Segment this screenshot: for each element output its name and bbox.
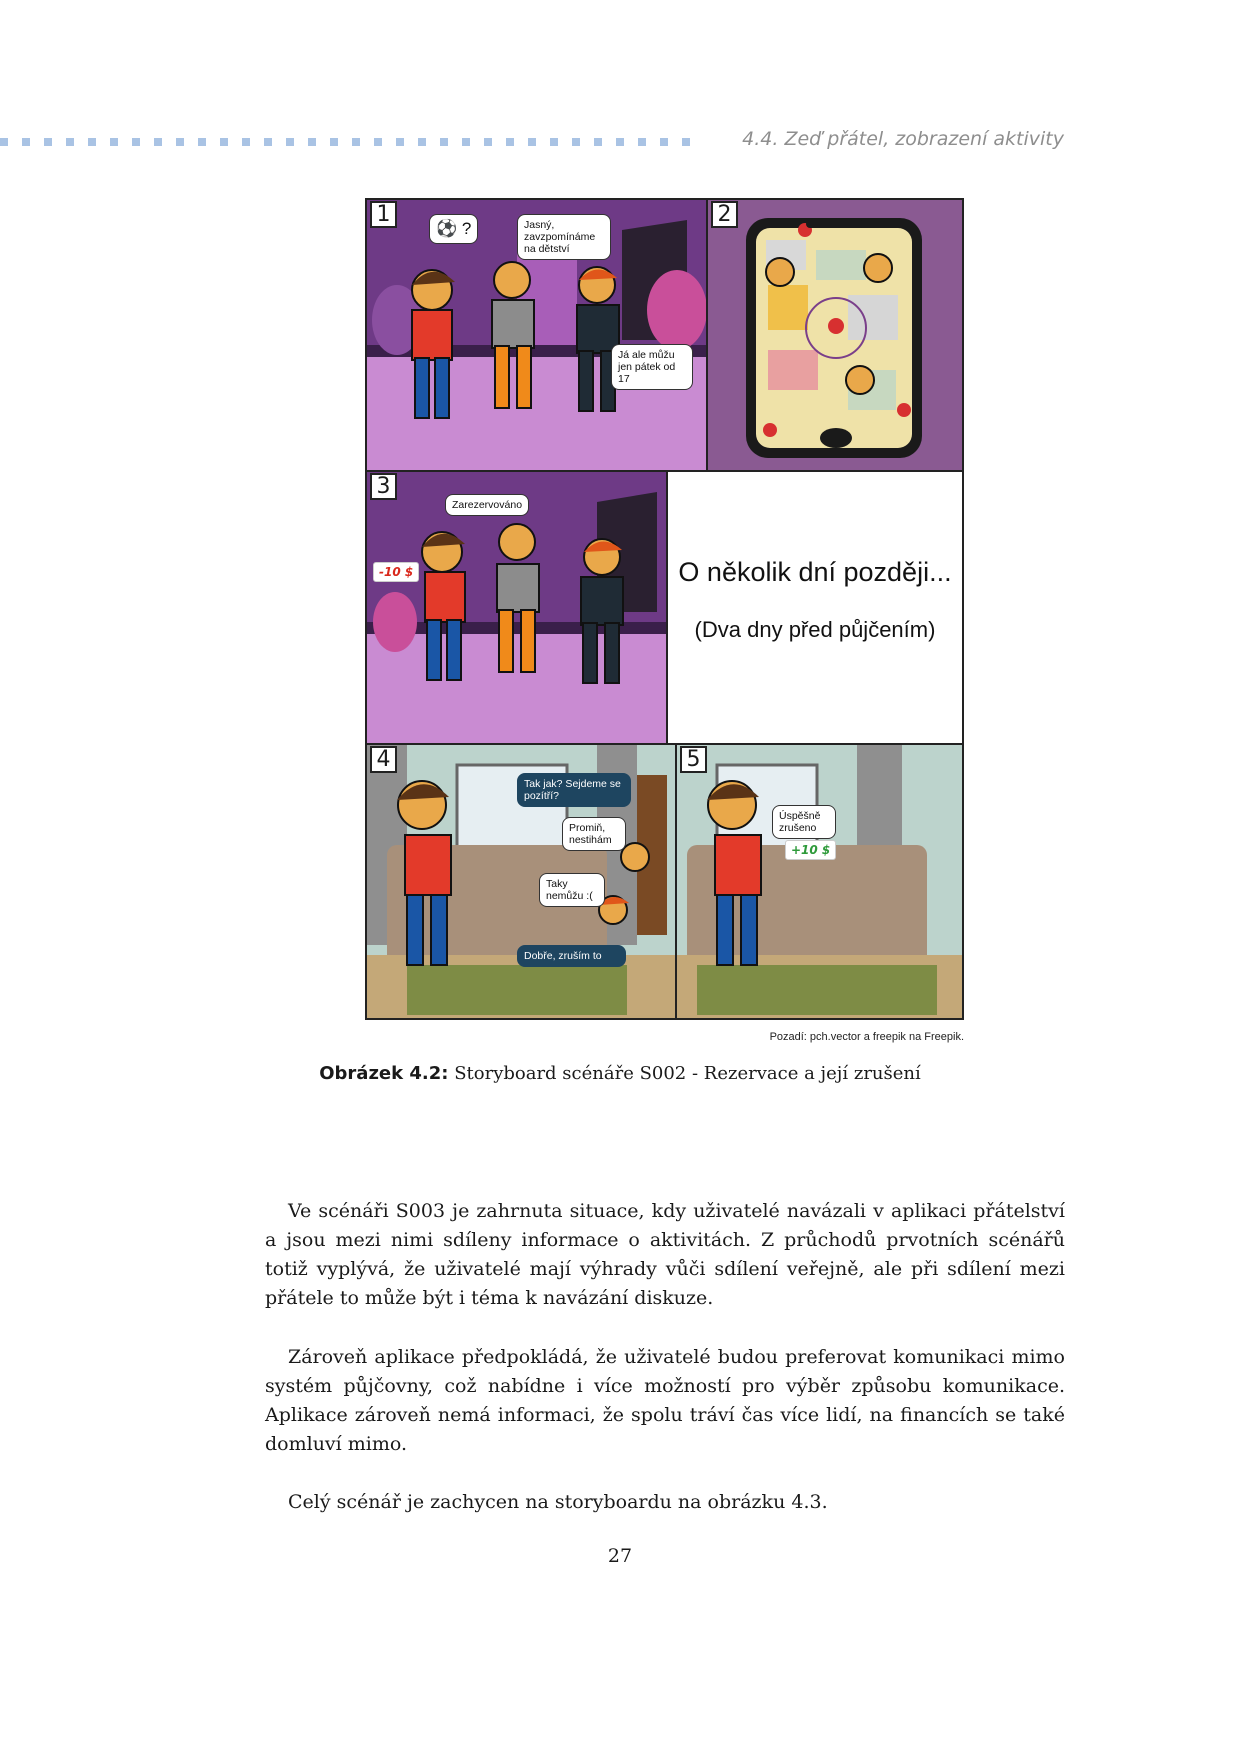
- panel-4: [365, 743, 677, 1020]
- figure-caption: [0, 1063, 1240, 1084]
- time-skip-title: O několik dní později...: [678, 557, 952, 587]
- panel-number: 1: [370, 201, 397, 228]
- payment-badge: +10 $: [785, 840, 836, 860]
- section-title: 4.4. Zeď přátel, zobrazení aktivity: [742, 128, 1064, 150]
- notification-bubble: Úspěšně zrušeno: [772, 805, 836, 839]
- body-paragraph: Zároveň aplikace předpokládá, že uživatelé budou preferovat komunikaci mimo systém půjčovny, což nabídne i více možností pro výběr způsobu komunikace. Aplikace zároveň nemá informaci, že spolu tráví čas více lidí, na financích se také domluví mimo.: [265, 1346, 1065, 1455]
- caption-label: Obrázek 4.2:: [319, 1063, 449, 1084]
- panel-number: 2: [711, 201, 738, 228]
- body-paragraph: Celý scénář je zachycen na storyboardu na obrázku 4.3.: [288, 1491, 828, 1513]
- panel-2: [706, 198, 964, 472]
- header-dot-rule: [0, 138, 690, 146]
- body-paragraph: Ve scénáři S003 je zahrnuta situace, kdy uživatelé navázali v aplikaci přátelství a jsou mezi nimi sdíleny informace o aktivitách. Z průchodů prvotních scénářů totiž vyplývá, že uživatelé mají výhrady vůči sdílení veřejně, ale při sdílení mezi přátele to může být i téma k navázání diskuze.: [265, 1200, 1065, 1309]
- page-number: 27: [607, 1545, 633, 1567]
- payment-badge: -10 $: [373, 562, 419, 582]
- panel-time-skip: [666, 470, 964, 745]
- panel-3: [365, 470, 668, 745]
- phone-map-illustration: [708, 200, 964, 472]
- panel-5: [675, 743, 964, 1020]
- chat-bubble: Taky nemůžu :(: [539, 873, 605, 907]
- caption-text: Storyboard scénáře S002 - Rezervace a její zrušení: [454, 1063, 921, 1084]
- speech-bubble: Jasný, zavzpomínáme na dětství: [517, 214, 611, 260]
- panel-number: 4: [370, 746, 397, 773]
- time-skip-subtitle: (Dva dny před půjčením): [694, 617, 936, 642]
- chat-bubble: Promiň, nestihám: [562, 817, 626, 851]
- chat-bubble: Dobře, zruším to: [517, 945, 626, 967]
- speech-bubble: Zarezervováno: [445, 494, 529, 516]
- image-credit: Pozadí: pch.vector a freepik na Freepik.: [769, 1031, 964, 1043]
- speech-bubble: Já ale můžu jen pátek od 17: [611, 344, 693, 390]
- running-header: [0, 128, 1240, 156]
- panel-1: [365, 198, 708, 472]
- panel-number: 5: [680, 746, 707, 773]
- speech-bubble: ⚽ ?: [429, 214, 478, 244]
- storyboard-figure: [365, 198, 964, 1043]
- chat-bubble: Tak jak? Sejdeme se pozítří?: [517, 773, 631, 807]
- living-room-illustration: [677, 745, 964, 1020]
- panel-number: 3: [370, 473, 397, 500]
